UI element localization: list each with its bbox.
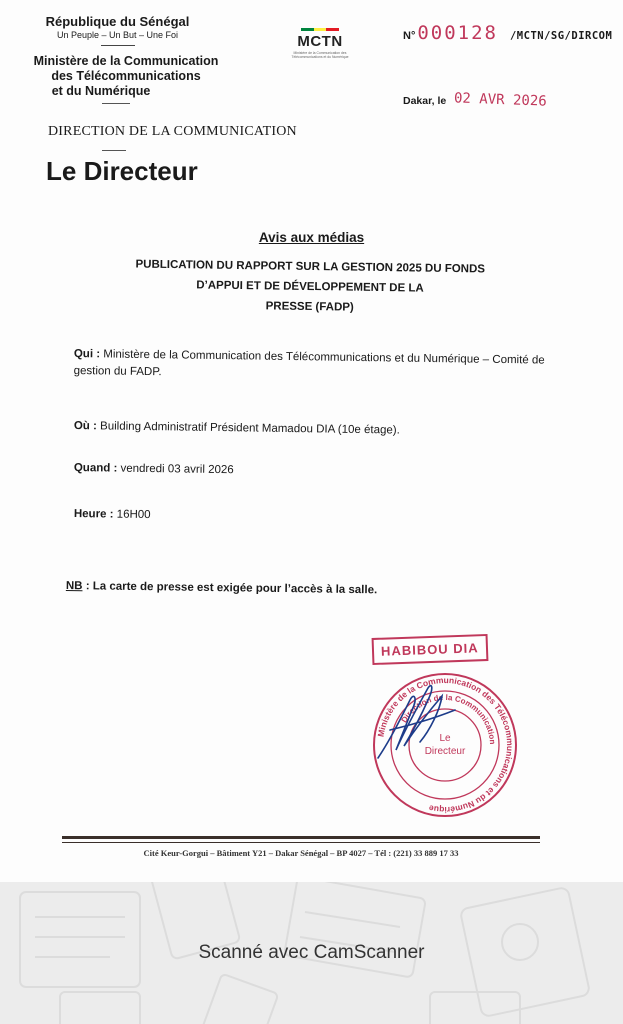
who-label: Qui : <box>73 347 101 361</box>
reference-number <box>403 22 612 44</box>
footer-rule-thin <box>62 842 540 843</box>
seal-outer-text: Ministère de la Communication des Télécommunications et du Numérique <box>375 674 516 816</box>
who-paragraph <box>74 346 564 387</box>
republic-block <box>30 14 205 49</box>
when-paragraph <box>74 460 564 484</box>
ministry-block <box>26 54 226 99</box>
time-text: 16H00 <box>116 508 151 522</box>
name-stamp: HABIBOU DIA <box>372 634 489 665</box>
where-label: Où : <box>73 419 97 433</box>
signatory-title: Le Directeur <box>46 156 198 186</box>
reference-stamp-number: 000128 <box>417 22 498 44</box>
seal-center-line-1: Le <box>439 733 451 744</box>
seal-inner-text: Direction de la Communication <box>399 692 498 745</box>
note-text: : La carte de presse est exigée pour l’accès à la salle. <box>85 580 378 597</box>
ministry-line-2: des Télécommunications <box>51 69 201 83</box>
camscanner-text: Scanné avec CamScanner <box>198 942 425 963</box>
direction-divider <box>102 150 126 151</box>
publication-title-line-2: D’APPUI ET DE DÉVELOPPEMENT DE LA <box>196 279 424 295</box>
time-paragraph <box>74 506 564 530</box>
date-stamp: 02 AVR 2026 <box>453 90 548 110</box>
when-text: vendredi 03 avril 2026 <box>120 462 234 477</box>
ministry-line-3: et du Numérique <box>51 84 151 98</box>
note-paragraph <box>66 580 377 596</box>
publication-title-line-3: PRESSE (FADP) <box>265 300 354 314</box>
notice-heading: Avis aux médias <box>258 230 365 245</box>
official-seal <box>370 670 520 820</box>
footer-address: Cité Keur-Gorgui – Bâtiment Y21 – Dakar Sénégal – BP 4027 – Tél : (221) 33 889 17 33 <box>143 848 459 858</box>
date-label: Dakar, le <box>403 95 447 107</box>
footer-rule-thick <box>62 836 540 839</box>
reference-suffix: /MCTN/SG/DIRCOM <box>509 30 613 42</box>
national-motto: Un Peuple – Un But – Une Foi <box>56 30 179 40</box>
reference-prefix: N° <box>403 30 416 42</box>
republic-name: République du Sénégal <box>45 14 190 29</box>
ministry-divider <box>102 103 130 104</box>
where-paragraph <box>74 418 564 442</box>
logo-text: MCTN <box>297 33 343 50</box>
direction-name: DIRECTION DE LA COMMUNICATION <box>48 124 297 139</box>
motto-divider <box>101 45 135 46</box>
note-label: NB <box>65 580 83 593</box>
seal-center-line-2: Directeur <box>424 746 466 757</box>
flag-stripe-icon <box>301 28 339 31</box>
time-label: Heure : <box>73 507 114 521</box>
logo-subtext: Ministère de la Communication des Télécommunications et du Numérique <box>291 51 349 59</box>
publication-title <box>100 254 521 320</box>
ministry-line-1: Ministère de la Communication <box>33 54 219 68</box>
when-label: Quand : <box>73 461 118 475</box>
publication-title-line-1: PUBLICATION DU RAPPORT SUR LA GESTION 2025 DU FONDS <box>135 258 486 276</box>
mctn-logo <box>290 28 350 59</box>
date-line <box>403 92 547 108</box>
where-text: Building Administratif Président Mamadou DIA (10e étage). <box>100 420 400 437</box>
who-text: Ministère de la Communication des Télécommunications et du Numérique – Comité de gestion du FADP. <box>73 348 545 379</box>
